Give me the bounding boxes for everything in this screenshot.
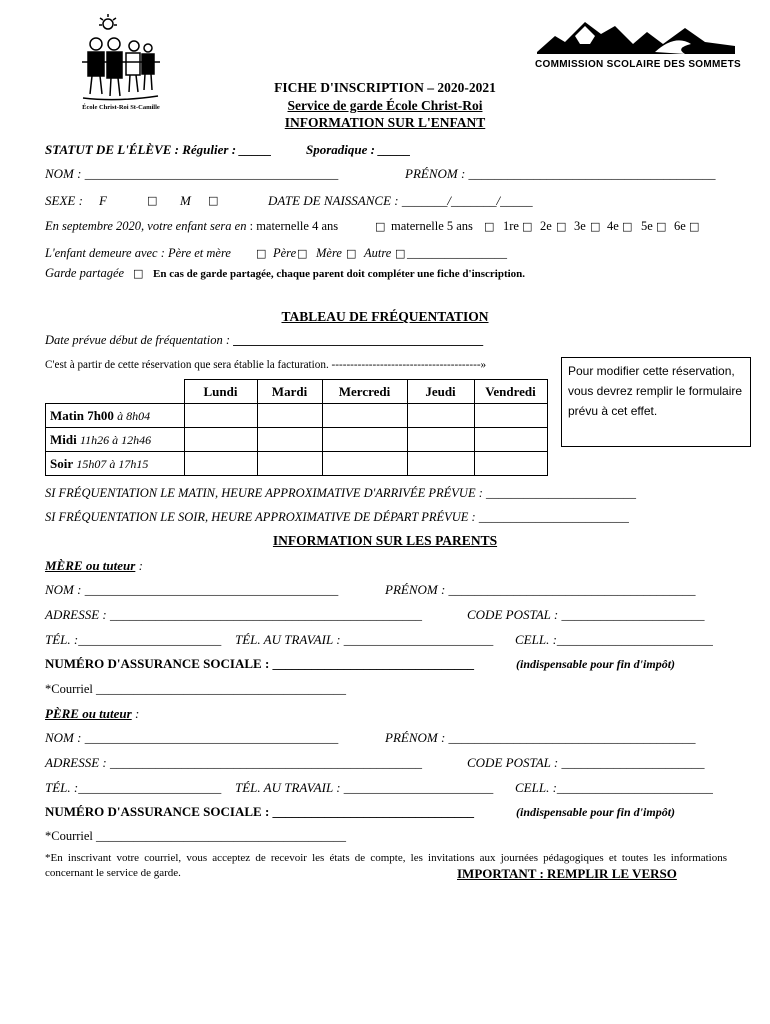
- pere-nas-row[interactable]: [45, 804, 474, 820]
- row-label-midi: [46, 428, 185, 452]
- parents-title: INFORMATION SUR LES PARENTS: [272, 533, 498, 548]
- arrivee-field[interactable]: SI FRÉQUENTATION LE MATIN, HEURE APPROXIMATIVE D'ARRIVÉE PRÉVUE : ________________________: [45, 486, 637, 500]
- mere-nas-label: NUMÉRO D'ASSURANCE SOCIALE :: [45, 656, 270, 671]
- table-row: [46, 428, 548, 452]
- grade-4-checkbox[interactable]: □: [622, 220, 633, 233]
- frequentation-table: [45, 379, 548, 476]
- cell-soir-jeudi[interactable]: [407, 452, 474, 476]
- date-debut-row[interactable]: [45, 333, 483, 348]
- maternelle4-label: : maternelle 4 ans: [249, 219, 339, 233]
- mere-nom-line[interactable]: _______________________________________: [81, 582, 339, 597]
- mere-tel-field[interactable]: TÉL. :______________________: [45, 632, 222, 647]
- pere-nom-label: NOM :: [45, 730, 82, 745]
- pere-checkbox[interactable]: □: [297, 247, 308, 260]
- header-mardi: Mardi: [257, 380, 322, 404]
- matin-time: à 8h04: [117, 408, 151, 423]
- cell-midi-lundi[interactable]: [184, 428, 257, 452]
- sexe-label: SEXE :: [45, 193, 83, 208]
- grade-3-checkbox[interactable]: □: [590, 220, 601, 233]
- pere-adresse-field[interactable]: ADRESSE : ________________________________________________: [45, 755, 422, 770]
- grade-2-checkbox[interactable]: □: [556, 220, 567, 233]
- children-drawing-icon: [78, 12, 164, 112]
- depart-field[interactable]: SI FRÉQUENTATION LE SOIR, HEURE APPROXIMATIVE DE DÉPART PRÉVUE : ________________________: [45, 510, 629, 524]
- cell-matin-mercredi[interactable]: [322, 404, 407, 428]
- section-child-title: INFORMATION SUR L'ENFANT: [284, 115, 486, 130]
- mountains-icon: [535, 14, 740, 58]
- garde-partagee-label: Garde partagée: [45, 266, 125, 280]
- garde-partagee-note: En cas de garde partagée, chaque parent doit compléter une fiche d'inscription.: [153, 268, 526, 280]
- september-row: [45, 219, 338, 234]
- nom-line[interactable]: _______________________________________: [81, 166, 339, 181]
- mere-cell-field[interactable]: CELL. :________________________: [515, 632, 713, 647]
- garde-partagee-checkbox[interactable]: □: [133, 267, 144, 280]
- child-prenom-row[interactable]: [405, 166, 716, 182]
- mere-prenom-line[interactable]: ______________________________________: [445, 582, 696, 597]
- pere-heading: [45, 706, 139, 722]
- cell-midi-mardi[interactable]: [257, 428, 322, 452]
- important-notice: IMPORTANT : REMPLIR LE VERSO: [457, 866, 677, 881]
- pere-title: PÈRE ou tuteur: [45, 706, 132, 721]
- mere-nom-row[interactable]: [45, 582, 338, 598]
- maternelle5-checkbox[interactable]: □: [484, 220, 495, 233]
- mere-checkbox[interactable]: □: [346, 247, 357, 260]
- date-debut-line[interactable]: ________________________________________: [230, 333, 484, 347]
- grade-4-label: 4e: [607, 219, 619, 233]
- prenom-line[interactable]: ______________________________________: [465, 166, 716, 181]
- prenom-label: PRÉNOM :: [405, 166, 466, 181]
- table-corner: [46, 380, 185, 404]
- form-subtitle: Service de garde École Christ-Roi: [287, 98, 483, 113]
- maternelle5-label: maternelle 5 ans: [391, 219, 473, 233]
- cell-matin-vendredi[interactable]: [474, 404, 547, 428]
- pere-prenom-row[interactable]: [385, 730, 696, 746]
- row-label-soir: [46, 452, 185, 476]
- dob-field[interactable]: DATE DE NAISSANCE : _______/_______/_____: [268, 193, 533, 208]
- pere-nas-line[interactable]: _______________________________: [269, 804, 475, 819]
- mere-nas-row[interactable]: [45, 656, 474, 672]
- grade-2-label: 2e: [540, 219, 552, 233]
- grade-3-label: 3e: [574, 219, 586, 233]
- cell-midi-vendredi[interactable]: [474, 428, 547, 452]
- mere-code-postal-field[interactable]: CODE POSTAL : ______________________: [467, 607, 705, 622]
- pere-tel-field[interactable]: TÉL. :______________________: [45, 780, 222, 795]
- mere-nas-note: (indispensable pour fin d'impôt): [516, 657, 676, 671]
- row-label-matin: [46, 404, 185, 428]
- cell-soir-mardi[interactable]: [257, 452, 322, 476]
- midi-label: Midi: [50, 431, 77, 447]
- mere-colon: :: [135, 558, 143, 573]
- form-title: FICHE D'INSCRIPTION – 2020-2021: [274, 80, 496, 95]
- pere-tel-travail-field[interactable]: TÉL. AU TRAVAIL : _______________________: [235, 780, 494, 795]
- grade-5-label: 5e: [641, 219, 653, 233]
- pere-prenom-label: PRÉNOM :: [385, 730, 446, 745]
- table-header-row: [46, 380, 548, 404]
- pere-nas-note: (indispensable pour fin d'impôt): [516, 805, 676, 819]
- facturation-note: C'est à partir de cette réservation que sera établie la facturation. ----------------------------------------»: [45, 359, 487, 371]
- cell-matin-lundi[interactable]: [184, 404, 257, 428]
- pere-nom-row[interactable]: [45, 730, 338, 746]
- matin-label: Matin 7h00: [50, 407, 114, 423]
- courriel-footnote: *En inscrivant votre courriel, vous acceptez de recevoir les états de compte, les invitations aux journées pédagogiques et toutes les informations concernant le service de garde.: [45, 852, 727, 879]
- cell-soir-vendredi[interactable]: [474, 452, 547, 476]
- pere-colon: :: [131, 706, 140, 721]
- cell-matin-mardi[interactable]: [257, 404, 322, 428]
- mere-prenom-label: PRÉNOM :: [385, 582, 446, 597]
- child-nom-row[interactable]: [45, 166, 338, 182]
- commission-logo-text: COMMISSION SCOLAIRE DES SOMMETS: [535, 59, 741, 70]
- grade-1-label: 1re: [503, 219, 519, 233]
- mere-title: MÈRE ou tuteur: [45, 558, 136, 573]
- commission-logo: [535, 14, 740, 74]
- pere-et-mere-checkbox[interactable]: □: [256, 247, 267, 260]
- mere-nas-line[interactable]: _______________________________: [269, 656, 475, 671]
- nom-label: NOM :: [45, 166, 82, 181]
- demeure-label: L'enfant demeure avec : Père et mère: [45, 246, 231, 260]
- header-mercredi: Mercredi: [322, 380, 407, 404]
- cell-midi-jeudi[interactable]: [407, 428, 474, 452]
- cell-soir-mercredi[interactable]: [322, 452, 407, 476]
- cell-matin-jeudi[interactable]: [407, 404, 474, 428]
- mere-label: Mère: [316, 246, 342, 260]
- sexe-m-checkbox[interactable]: □: [208, 194, 219, 207]
- mere-nom-label: NOM :: [45, 582, 82, 597]
- september-intro: En septembre 2020, votre enfant sera en: [45, 219, 247, 233]
- autre-label: Autre: [364, 246, 392, 260]
- sporadique-field[interactable]: Sporadique : _____: [306, 142, 411, 157]
- grade-1-checkbox[interactable]: □: [522, 220, 533, 233]
- header-jeudi: Jeudi: [407, 380, 474, 404]
- maternelle4-checkbox[interactable]: □: [375, 220, 386, 233]
- mere-heading: [45, 558, 143, 574]
- autre-line[interactable]: ________________: [407, 246, 507, 260]
- cell-midi-mercredi[interactable]: [322, 428, 407, 452]
- pere-code-postal-field[interactable]: CODE POSTAL : ______________________: [467, 755, 705, 770]
- modification-note: Pour modifier cette réservation, vous devrez remplir le formulaire prévu à cet effet.: [561, 357, 751, 447]
- soir-label: Soir: [50, 455, 74, 471]
- soir-time: 15h07 à 17h15: [76, 456, 149, 471]
- grade-5-checkbox[interactable]: □: [656, 220, 667, 233]
- mere-adresse-field[interactable]: ADRESSE : ________________________________________________: [45, 607, 422, 622]
- sexe-m-label: M: [180, 193, 191, 208]
- pere-nom-line[interactable]: _______________________________________: [81, 730, 339, 745]
- pere-courriel-field[interactable]: *Courriel ________________________________________: [45, 829, 347, 843]
- school-logo-text: École Christ-Roi St-Camille: [82, 104, 160, 111]
- sexe-f-label: F: [99, 193, 107, 208]
- cell-soir-lundi[interactable]: [184, 452, 257, 476]
- sexe-f-checkbox[interactable]: □: [147, 194, 158, 207]
- pere-cell-field[interactable]: CELL. :________________________: [515, 780, 713, 795]
- pere-nas-label: NUMÉRO D'ASSURANCE SOCIALE :: [45, 804, 270, 819]
- statut-field[interactable]: STATUT DE L'ÉLÈVE : Régulier : _____: [45, 142, 272, 157]
- autre-checkbox[interactable]: □: [395, 247, 406, 260]
- pere-prenom-line[interactable]: ______________________________________: [445, 730, 696, 745]
- header-lundi: Lundi: [184, 380, 257, 404]
- mere-courriel-field[interactable]: *Courriel ________________________________________: [45, 682, 347, 696]
- table-row: [46, 404, 548, 428]
- frequentation-title: TABLEAU DE FRÉQUENTATION: [281, 309, 489, 324]
- grade-6-label: 6e: [674, 219, 686, 233]
- mere-tel-travail-field[interactable]: TÉL. AU TRAVAIL : _______________________: [235, 632, 494, 647]
- mere-prenom-row[interactable]: [385, 582, 696, 598]
- midi-time: 11h26 à 12h46: [79, 432, 152, 447]
- grade-6-checkbox[interactable]: □: [689, 220, 700, 233]
- pere-label: Père: [273, 246, 297, 260]
- header-vendredi: Vendredi: [474, 380, 547, 404]
- date-debut-label: Date prévue début de fréquentation :: [45, 333, 231, 347]
- table-row: [46, 452, 548, 476]
